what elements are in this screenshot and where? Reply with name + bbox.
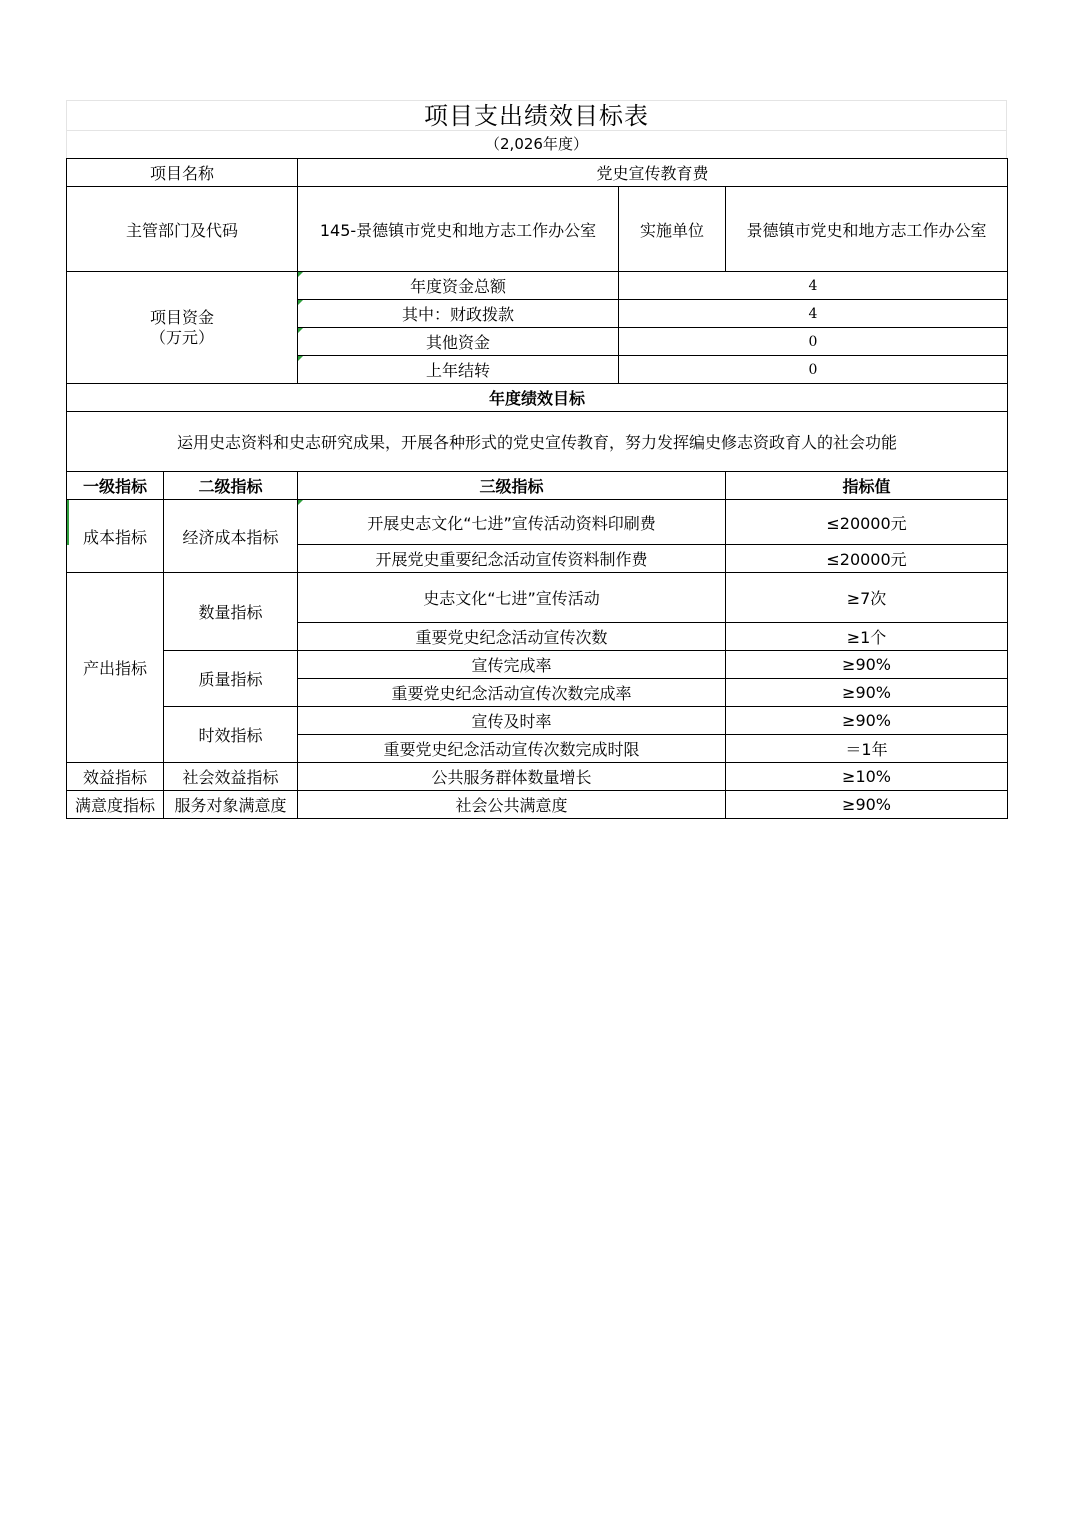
- level1-satisfaction: 满意度指标: [67, 791, 164, 819]
- annual-goal-header-row: [67, 384, 1008, 412]
- indicator-value: ≥7次: [726, 573, 1008, 623]
- implementing-unit-value: 景德镇市党史和地方志工作办公室: [726, 187, 1008, 272]
- performance-table: [66, 158, 1008, 819]
- indicator-name: 公共服务群体数量增长: [298, 763, 726, 791]
- level1-cost: 成本指标: [67, 500, 164, 573]
- performance-target-sheet: [66, 100, 1007, 819]
- annual-goal-text: 运用史志资料和史志研究成果，开展各种形式的党史宣传教育，努力发挥编史修志资政育人的社会功能: [67, 412, 1008, 472]
- level2-quality: 质量指标: [164, 651, 298, 707]
- project-name-row: [67, 159, 1008, 187]
- header-level3: 三级指标: [298, 472, 726, 500]
- indicator-row: [67, 573, 1008, 623]
- project-funds-label-line2: （万元）: [150, 327, 215, 347]
- indicator-value: ≥90%: [726, 707, 1008, 735]
- annual-goal-row: [67, 412, 1008, 472]
- level2-quantity: 数量指标: [164, 573, 298, 651]
- project-funds-label: [67, 272, 298, 384]
- indicator-name: 开展史志文化“七进”宣传活动资料印刷费: [298, 500, 726, 545]
- indicator-value: ＝1年: [726, 735, 1008, 763]
- project-name-value: 党史宣传教育费: [298, 159, 1008, 187]
- indicator-value: ≤20000元: [726, 545, 1008, 573]
- fund-value: 4: [619, 300, 1008, 328]
- indicator-name: 史志文化“七进”宣传活动: [298, 573, 726, 623]
- indicator-value: ≤20000元: [726, 500, 1008, 545]
- page-title: 项目支出绩效目标表: [66, 100, 1007, 130]
- indicator-name: 重要党史纪念活动宣传次数: [298, 623, 726, 651]
- indicator-row: [67, 791, 1008, 819]
- indicator-name: 重要党史纪念活动宣传次数完成时限: [298, 735, 726, 763]
- indicator-value: ≥90%: [726, 791, 1008, 819]
- level2-service-satisfaction: 服务对象满意度: [164, 791, 298, 819]
- fund-row: [67, 272, 1008, 300]
- level1-output: 产出指标: [67, 573, 164, 763]
- indicator-name: 重要党史纪念活动宣传次数完成率: [298, 679, 726, 707]
- indicator-row: [67, 651, 1008, 679]
- fund-value: 0: [619, 356, 1008, 384]
- indicator-name: 社会公共满意度: [298, 791, 726, 819]
- header-level2: 二级指标: [164, 472, 298, 500]
- header-value: 指标值: [726, 472, 1008, 500]
- implementing-unit-label: 实施单位: [619, 187, 726, 272]
- level1-benefit: 效益指标: [67, 763, 164, 791]
- fund-value: 4: [619, 272, 1008, 300]
- fund-label: 其中：财政拨款: [298, 300, 619, 328]
- level2-timeliness: 时效指标: [164, 707, 298, 763]
- indicator-name: 开展党史重要纪念活动宣传资料制作费: [298, 545, 726, 573]
- indicator-row: [67, 763, 1008, 791]
- indicator-value: ≥90%: [726, 651, 1008, 679]
- department-value: 145-景德镇市党史和地方志工作办公室: [298, 187, 619, 272]
- project-funds-label-line1: 项目资金: [150, 307, 215, 327]
- department-row: [67, 187, 1008, 272]
- indicator-value: ≥1个: [726, 623, 1008, 651]
- fund-label: 其他资金: [298, 328, 619, 356]
- indicator-name: 宣传及时率: [298, 707, 726, 735]
- header-level1: 一级指标: [67, 472, 164, 500]
- fund-label: 上年结转: [298, 356, 619, 384]
- fund-value: 0: [619, 328, 1008, 356]
- indicator-name: 宣传完成率: [298, 651, 726, 679]
- indicator-header-row: [67, 472, 1008, 500]
- indicator-row: [67, 500, 1008, 545]
- department-label: 主管部门及代码: [67, 187, 298, 272]
- fiscal-year-subtitle: （2,026年度）: [66, 130, 1007, 158]
- project-name-label: 项目名称: [67, 159, 298, 187]
- indicator-value: ≥10%: [726, 763, 1008, 791]
- level2-economic-cost: 经济成本指标: [164, 500, 298, 573]
- indicator-value: ≥90%: [726, 679, 1008, 707]
- level2-social-benefit: 社会效益指标: [164, 763, 298, 791]
- annual-goal-header: 年度绩效目标: [67, 384, 1008, 412]
- indicator-row: [67, 707, 1008, 735]
- fund-label: 年度资金总额: [298, 272, 619, 300]
